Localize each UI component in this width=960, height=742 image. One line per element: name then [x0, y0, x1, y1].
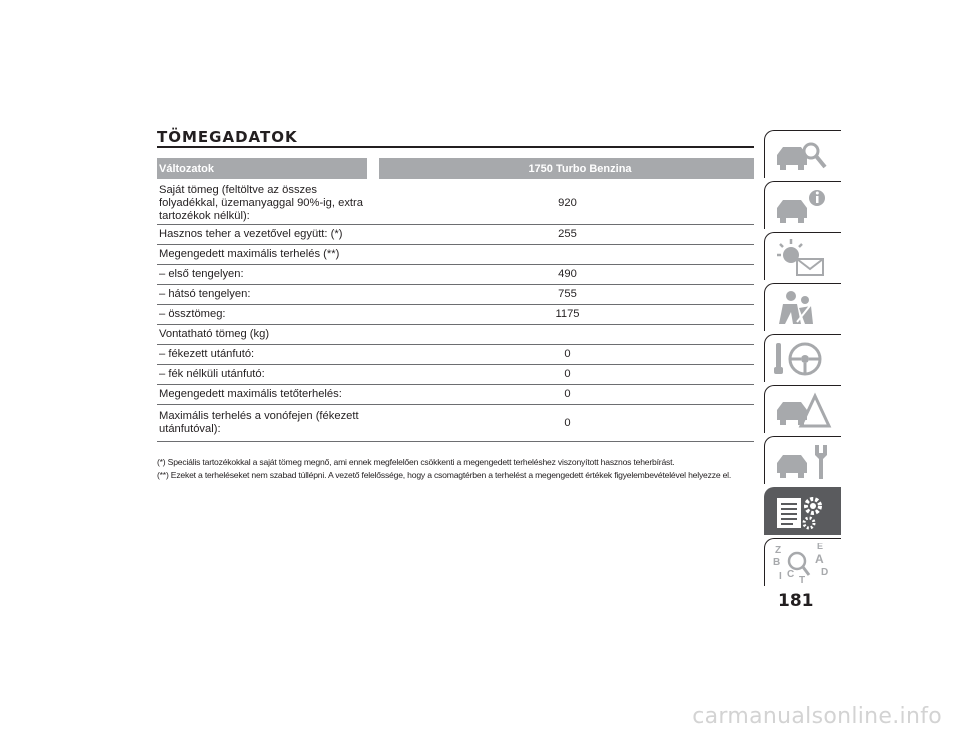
tab-car-search[interactable]: [764, 130, 841, 178]
alphabetical-index-icon: [771, 543, 833, 583]
watermark: carmanualsonline.info: [692, 704, 942, 729]
table-row: [157, 325, 754, 345]
heading-rule: [157, 146, 754, 148]
car-wrench-icon: [771, 441, 833, 481]
row-label: Maximális terhelés a vonófejen (fékezett utánfutóval):: [159, 410, 359, 435]
chapter-sidebar: [764, 130, 841, 589]
row-value: 0: [564, 388, 571, 400]
table-row: [157, 182, 754, 225]
tab-starting-driving[interactable]: [764, 334, 841, 382]
row-value: 490: [558, 268, 577, 280]
footnote: (*) Speciális tartozékokkal a saját tömeg megnő, ami ennek megfelelően csökkenti a megengedett terheléshez viszonyított hasznos teherbírást.: [157, 457, 675, 467]
weights-table: [157, 158, 754, 442]
table-row: [157, 405, 754, 442]
header-versions: Változatok: [157, 158, 367, 179]
svg-text:A: A: [815, 552, 824, 566]
header-engine: 1750 Turbo Benzina: [379, 158, 754, 179]
row-value: 1175: [555, 308, 580, 320]
tab-index[interactable]: [764, 538, 841, 586]
row-label: – első tengelyen:: [159, 268, 244, 280]
table-row: [157, 385, 754, 405]
svg-text:I: I: [779, 571, 782, 582]
row-label: Hasznos teher a vezetővel együtt: (*): [159, 228, 343, 240]
page-heading: TÖMEGADATOK: [157, 128, 298, 146]
svg-text:T: T: [799, 575, 806, 583]
table-row: [157, 265, 754, 285]
tab-car-info[interactable]: [764, 181, 841, 229]
row-label: – fékezett utánfutó:: [159, 348, 255, 360]
table-row: [157, 345, 754, 365]
table-row: [157, 225, 754, 245]
warning-light-message-icon: [771, 237, 833, 277]
row-value: 0: [564, 416, 571, 429]
svg-text:Z: Z: [775, 545, 782, 556]
tab-warning-lights[interactable]: [764, 232, 841, 280]
row-label: – hátsó tengelyen:: [159, 288, 251, 300]
technical-data-gears-icon: [771, 492, 833, 532]
svg-text:D: D: [821, 567, 829, 578]
car-search-icon: [771, 135, 833, 175]
car-info-icon: [771, 186, 833, 226]
table-row: [157, 305, 754, 325]
row-label: – fék nélküli utánfutó:: [159, 368, 265, 380]
row-label: Megengedett maximális terhelés (**): [159, 248, 340, 260]
row-label: Saját tömeg (feltöltve az összes folyadékkal, üzemanyaggal 90%-ig, extra tartozékok nélkül):: [159, 183, 363, 222]
row-value: 920: [558, 196, 577, 209]
row-label: – össztömeg:: [159, 308, 226, 320]
tab-safety[interactable]: [764, 283, 841, 331]
steering-wheel-key-icon: [771, 339, 833, 379]
row-value: 755: [558, 288, 577, 300]
table-row: [157, 365, 754, 385]
tab-maintenance[interactable]: [764, 436, 841, 484]
row-value: 0: [564, 348, 571, 360]
tab-emergency[interactable]: [764, 385, 841, 433]
table-row: [157, 245, 754, 265]
svg-text:E: E: [817, 543, 824, 551]
table-header: [157, 158, 754, 179]
tab-technical-data[interactable]: [764, 487, 841, 535]
footnote: (**) Ezeket a terheléseket nem szabad túllépni. A vezető felelőssége, hogy a csomagtérben a terhelést a megengedett értékek figyelembevételével helyezze el.: [157, 469, 732, 480]
svg-text:B: B: [773, 557, 781, 568]
page-number: 181: [778, 591, 814, 611]
table-row: [157, 285, 754, 305]
passenger-airbag-icon: [771, 288, 833, 328]
row-value: 255: [558, 228, 577, 240]
footnotes: [157, 456, 757, 481]
row-label: Vontatható tömeg (kg): [159, 328, 270, 340]
car-warning-triangle-icon: [771, 390, 833, 430]
svg-text:C: C: [787, 569, 795, 580]
row-value: 0: [564, 368, 571, 380]
row-label: Megengedett maximális tetőterhelés:: [159, 388, 342, 400]
